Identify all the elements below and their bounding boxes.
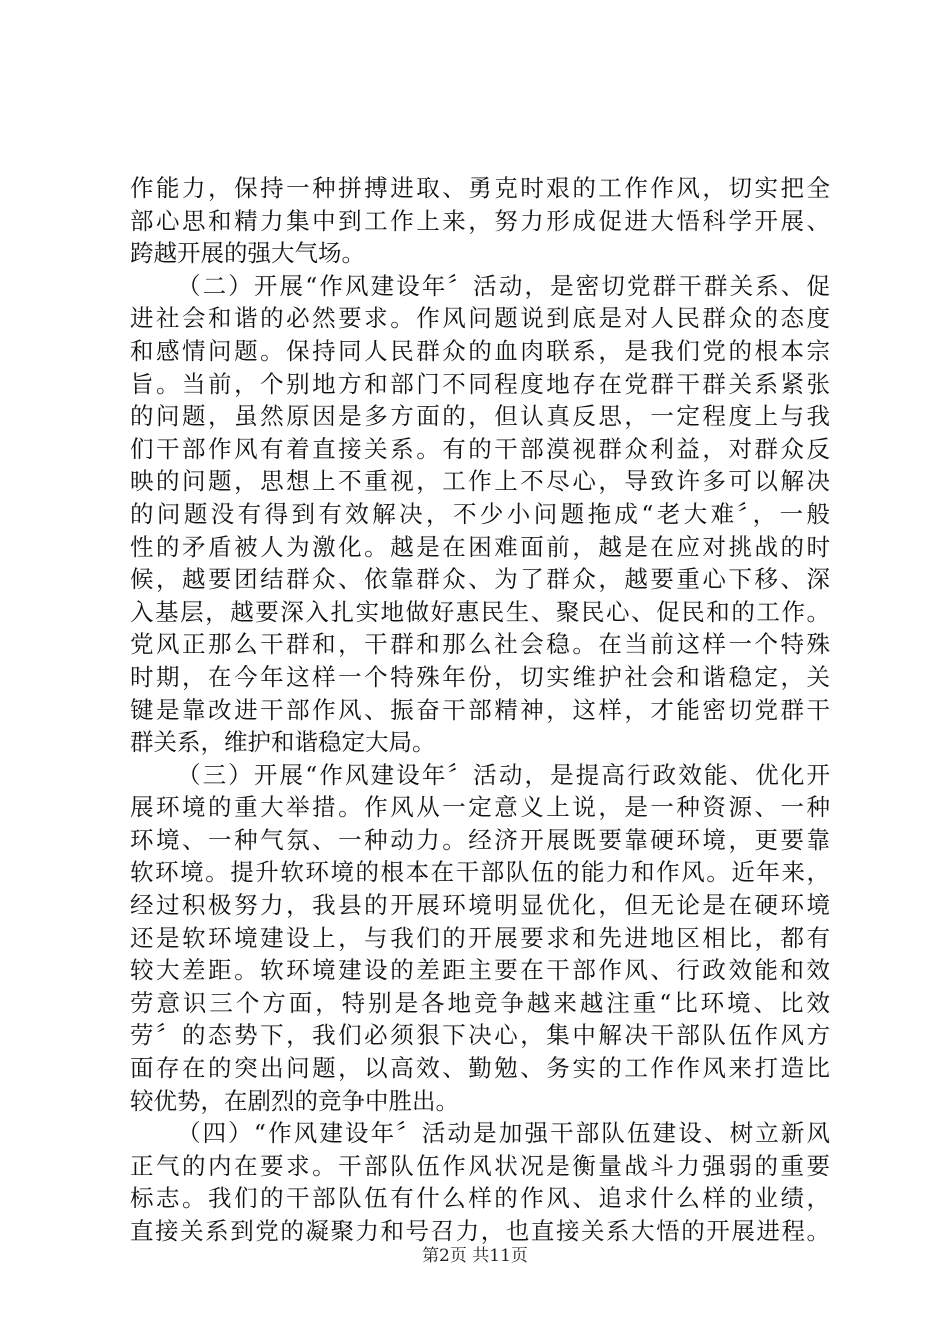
text-line: 直接关系到党的凝聚力和号召力，也直接关系大悟的开展进程。 — [130, 1217, 830, 1245]
document-body — [130, 172, 830, 1248]
text-line: 跨越开展的强大气场。 — [130, 239, 365, 268]
text-line: 群关系，维护和谐稳定大局。 — [130, 728, 436, 757]
text-line: 旨。当前，个别地方和部门不同程度地存在党群干群关系紧张 — [130, 369, 830, 398]
text-line: 党风正那么干群和，干群和那么社会稳。在当前这样一个特殊 — [130, 630, 830, 659]
text-line: （三）开展“作风建设年〞活动，是提高行政效能、优化开 — [177, 760, 830, 789]
text-line: 部心思和精力集中到工作上来，努力形成促进大悟科学开展、 — [130, 206, 830, 235]
text-line: 环境、一种气氛、一种动力。经济开展既要靠硬环境，更要靠 — [130, 825, 830, 854]
text-line: 劳〞的态势下，我们必须狠下决心，集中解决干部队伍作风方 — [130, 1021, 830, 1050]
text-line: 正气的内在要求。干部队伍作风状况是衡量战斗力强弱的重要 — [130, 1151, 830, 1180]
text-line: （四）“作风建设年〞活动是加强干部队伍建设、树立新风 — [177, 1119, 830, 1148]
text-line: 还是软环境建设上，与我们的开展要求和先进地区相比，都有 — [130, 923, 830, 952]
text-line: 面存在的突出问题，以高效、勤勉、务实的工作作风来打造比 — [130, 1054, 830, 1083]
text-line: 的问题没有得到有效解决，不少小问题拖成“老大难〞，一般 — [130, 499, 830, 528]
text-line: 候，越要团结群众、依靠群众、为了群众，越要重心下移、深 — [130, 565, 830, 594]
text-line: 和感情问题。保持同人民群众的血肉联系，是我们党的根本宗 — [130, 336, 830, 365]
text-line: 展环境的重大举措。作风从一定意义上说，是一种资源、一种 — [130, 793, 830, 822]
text-line: （二）开展“作风建设年〞活动，是密切党群干群关系、促 — [177, 271, 830, 300]
text-line: 入基层，越要深入扎实地做好惠民生、聚民心、促民和的工作。 — [130, 597, 830, 626]
text-line: 进社会和谐的必然要求。作风问题说到底是对人民群众的态度 — [130, 304, 830, 333]
text-line: 标志。我们的干部队伍有什么样的作风、追求什么样的业绩， — [130, 1184, 830, 1213]
page-footer: 第2页 共11页 — [422, 1246, 528, 1266]
text-line: 作能力，保持一种拼搏进取、勇克时艰的工作作风，切实把全 — [130, 174, 830, 202]
text-line: 软环境。提升软环境的根本在干部队伍的能力和作风。近年来， — [130, 858, 830, 887]
text-line: 们干部作风有着直接关系。有的干部漠视群众利益，对群众反 — [130, 434, 830, 463]
text-line: 劳意识三个方面，特别是各地竞争越来越注重“比环境、比效 — [130, 988, 830, 1017]
text-line: 键是靠改进干部作风、振奋干部精神，这样，才能密切党群干 — [130, 695, 830, 724]
text-line: 时期，在今年这样一个特殊年份，切实维护社会和谐稳定，关 — [130, 662, 830, 691]
text-line: 性的矛盾被人为激化。越是在困难面前，越是在应对挑战的时 — [130, 532, 830, 561]
text-line: 较优势，在剧烈的竞争中胜出。 — [130, 1086, 459, 1115]
text-line: 映的问题，思想上不重视，工作上不尽心，导致许多可以解决 — [130, 467, 830, 496]
text-line: 较大差距。软环境建设的差距主要在干部作风、行政效能和效 — [130, 956, 830, 985]
text-line: 经过积极努力，我县的开展环境明显优化，但无论是在硬环境 — [130, 891, 830, 920]
text-line: 的问题，虽然原因是多方面的，但认真反思，一定程度上与我 — [130, 402, 830, 431]
